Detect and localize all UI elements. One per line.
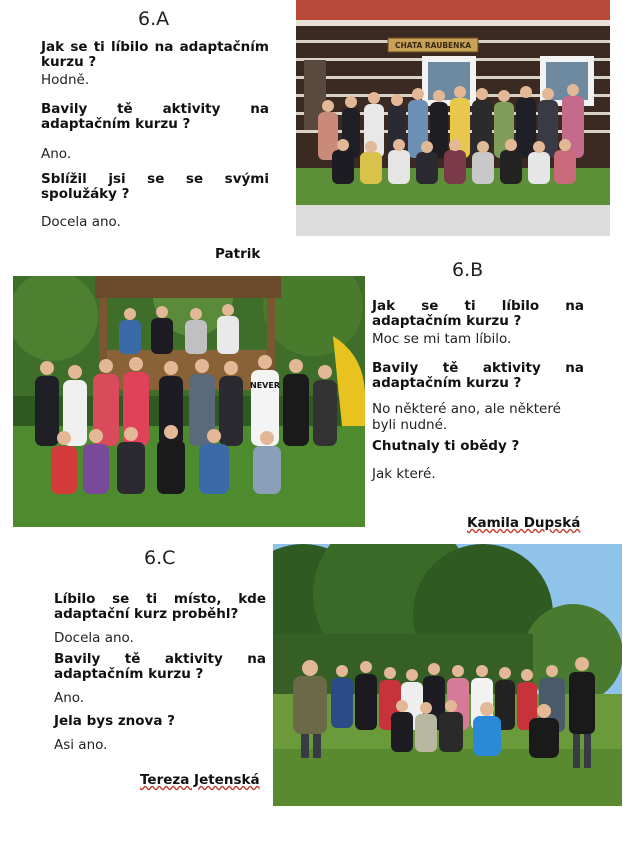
answer-6c-2: Ano. bbox=[54, 690, 85, 706]
answer-6a-2: Ano. bbox=[41, 146, 72, 162]
answer-6c-1: Docela ano. bbox=[54, 630, 134, 646]
group-photo-6a bbox=[296, 0, 610, 236]
cabin-sign-text: CHATA RAUBENKA bbox=[394, 41, 472, 50]
question-6a-1: Jak se ti líbilo na adaptačním kurzu ? bbox=[41, 39, 269, 70]
section-title-6c: 6.C bbox=[144, 547, 176, 569]
question-6c-1: Líbilo se ti místo, kde adaptační kurz proběhl? bbox=[54, 591, 266, 622]
question-6b-3: Chutnaly ti obědy ? bbox=[372, 438, 520, 454]
question-6c-2: Bavily tě aktivity na adaptačním kurzu ? bbox=[54, 651, 266, 682]
question-6c-3: Jela bys znova ? bbox=[54, 713, 175, 729]
answer-6c-3: Asi ano. bbox=[54, 737, 108, 753]
question-6a-3: Sblížil jsi se se svými spolužáky ? bbox=[41, 171, 269, 202]
answer-6b-3: Jak které. bbox=[372, 466, 436, 482]
signature-6c: Tereza Jetenská bbox=[140, 772, 260, 788]
question-6b-1: Jak se ti líbilo na adaptačním kurzu ? bbox=[372, 298, 584, 329]
qa-block-6b bbox=[372, 299, 584, 482]
section-title-6b: 6.B bbox=[452, 259, 484, 281]
group-photo-6c bbox=[273, 544, 622, 806]
answer-6b-1: Moc se mi tam líbilo. bbox=[372, 331, 512, 347]
signature-6a: Patrik bbox=[215, 246, 261, 262]
answer-6b-2: No některé ano, ale některé byli nudné. bbox=[372, 401, 561, 433]
signature-6b: Kamila Dupská bbox=[467, 515, 581, 531]
question-6a-2: Bavily tě aktivity na adaptačním kurzu ? bbox=[41, 101, 269, 132]
question-6b-2: Bavily tě aktivity na adaptačním kurzu ? bbox=[372, 360, 584, 391]
answer-6a-3: Docela ano. bbox=[41, 214, 121, 230]
qa-block-6c bbox=[54, 592, 266, 753]
section-title-6a: 6.A bbox=[138, 8, 170, 30]
shirt-text: NEVER bbox=[250, 381, 280, 390]
answer-6a-1: Hodně. bbox=[41, 72, 90, 88]
group-photo-6b bbox=[13, 276, 365, 527]
qa-block-6a bbox=[41, 40, 269, 230]
